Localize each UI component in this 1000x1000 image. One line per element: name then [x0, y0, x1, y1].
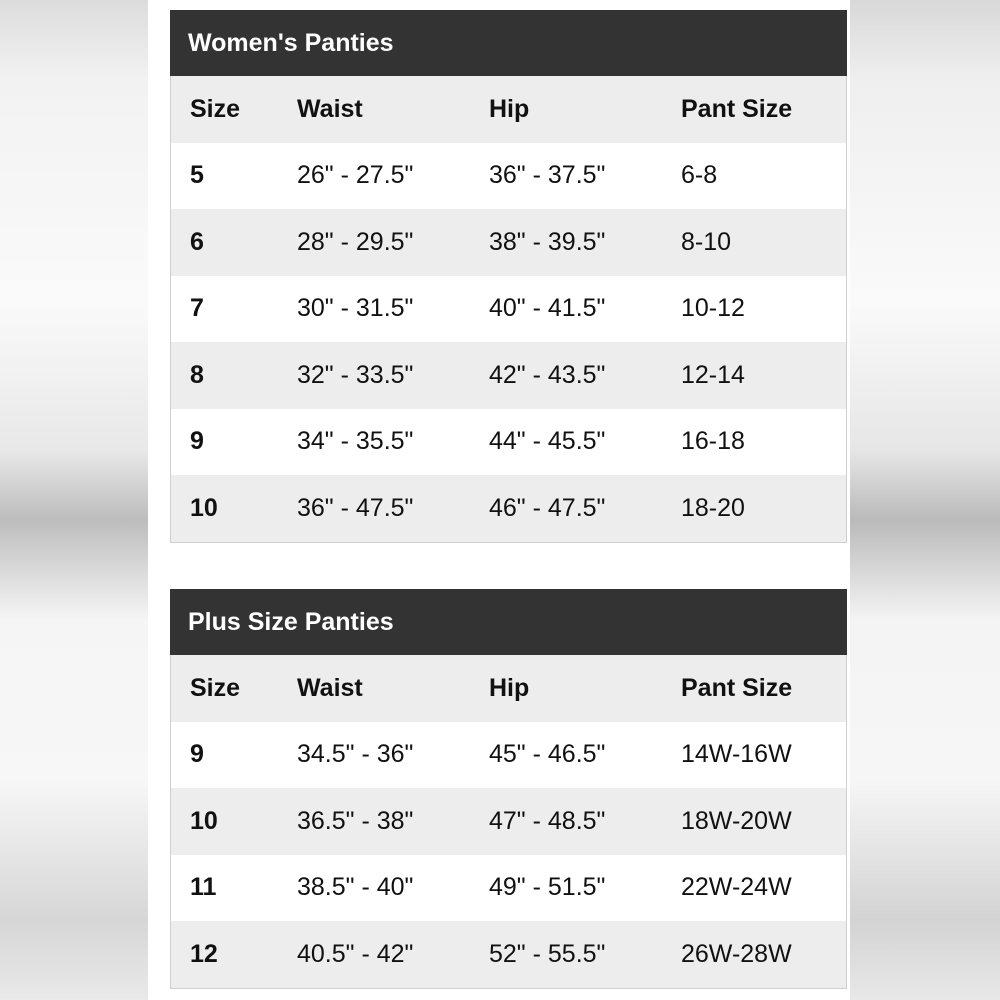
plus-size-table — [170, 589, 847, 989]
cell-pant-size: 6-8 — [681, 161, 718, 190]
cell-waist: 36" - 47.5" — [297, 493, 414, 522]
cell-size: 10 — [190, 493, 218, 522]
cell-size: 7 — [190, 294, 204, 323]
header-size: Size — [190, 94, 241, 123]
cell-pant-size: 18-20 — [681, 493, 745, 522]
cell-pant-size: 14W-16W — [681, 740, 792, 769]
table-row — [171, 143, 846, 210]
cell-pant-size: 22W-24W — [681, 873, 792, 902]
cell-waist: 34.5" - 36" — [297, 740, 414, 769]
cell-hip: 47" - 48.5" — [489, 806, 606, 835]
cell-waist: 26" - 27.5" — [297, 161, 414, 190]
cell-waist: 40.5" - 42" — [297, 939, 414, 968]
table-row — [171, 722, 846, 789]
table-row — [171, 475, 846, 542]
cell-size: 9 — [190, 427, 204, 456]
cell-hip: 42" - 43.5" — [489, 360, 606, 389]
header-size: Size — [190, 673, 241, 702]
cell-hip: 36" - 37.5" — [489, 161, 606, 190]
cell-waist: 36.5" - 38" — [297, 806, 414, 835]
table-header-row — [171, 76, 846, 143]
cell-pant-size: 8-10 — [681, 227, 732, 256]
womens-size-table — [170, 10, 847, 543]
cell-size: 9 — [190, 740, 204, 769]
background-left — [0, 0, 148, 1000]
cell-pant-size: 18W-20W — [681, 806, 792, 835]
header-waist: Waist — [297, 94, 363, 123]
table-title: Plus Size Panties — [170, 589, 847, 655]
table-title: Women's Panties — [170, 10, 847, 76]
cell-hip: 49" - 51.5" — [489, 873, 606, 902]
table-row — [171, 409, 846, 476]
cell-waist: 32" - 33.5" — [297, 360, 414, 389]
table-header-row — [171, 655, 846, 722]
table-row — [171, 276, 846, 343]
table-row — [171, 788, 846, 855]
cell-waist: 38.5" - 40" — [297, 873, 414, 902]
cell-size: 8 — [190, 360, 204, 389]
header-waist: Waist — [297, 673, 363, 702]
cell-size: 10 — [190, 806, 218, 835]
header-hip: Hip — [489, 673, 530, 702]
cell-size: 6 — [190, 227, 204, 256]
cell-size: 11 — [190, 873, 217, 902]
cell-waist: 34" - 35.5" — [297, 427, 414, 456]
header-hip: Hip — [489, 94, 530, 123]
cell-hip: 38" - 39.5" — [489, 227, 606, 256]
cell-pant-size: 26W-28W — [681, 939, 792, 968]
cell-size: 12 — [190, 939, 218, 968]
cell-hip: 40" - 41.5" — [489, 294, 606, 323]
cell-hip: 46" - 47.5" — [489, 493, 606, 522]
table-row — [171, 209, 846, 276]
table-row — [171, 921, 846, 988]
cell-size: 5 — [190, 161, 204, 190]
header-pant-size: Pant Size — [681, 94, 793, 123]
table-row — [171, 342, 846, 409]
cell-hip: 45" - 46.5" — [489, 740, 606, 769]
cell-hip: 52" - 55.5" — [489, 939, 606, 968]
cell-pant-size: 10-12 — [681, 294, 745, 323]
table-row — [171, 855, 846, 922]
cell-pant-size: 16-18 — [681, 427, 745, 456]
header-pant-size: Pant Size — [681, 673, 793, 702]
cell-waist: 30" - 31.5" — [297, 294, 414, 323]
cell-pant-size: 12-14 — [681, 360, 745, 389]
cell-waist: 28" - 29.5" — [297, 227, 414, 256]
background-right — [850, 0, 1000, 1000]
cell-hip: 44" - 45.5" — [489, 427, 606, 456]
